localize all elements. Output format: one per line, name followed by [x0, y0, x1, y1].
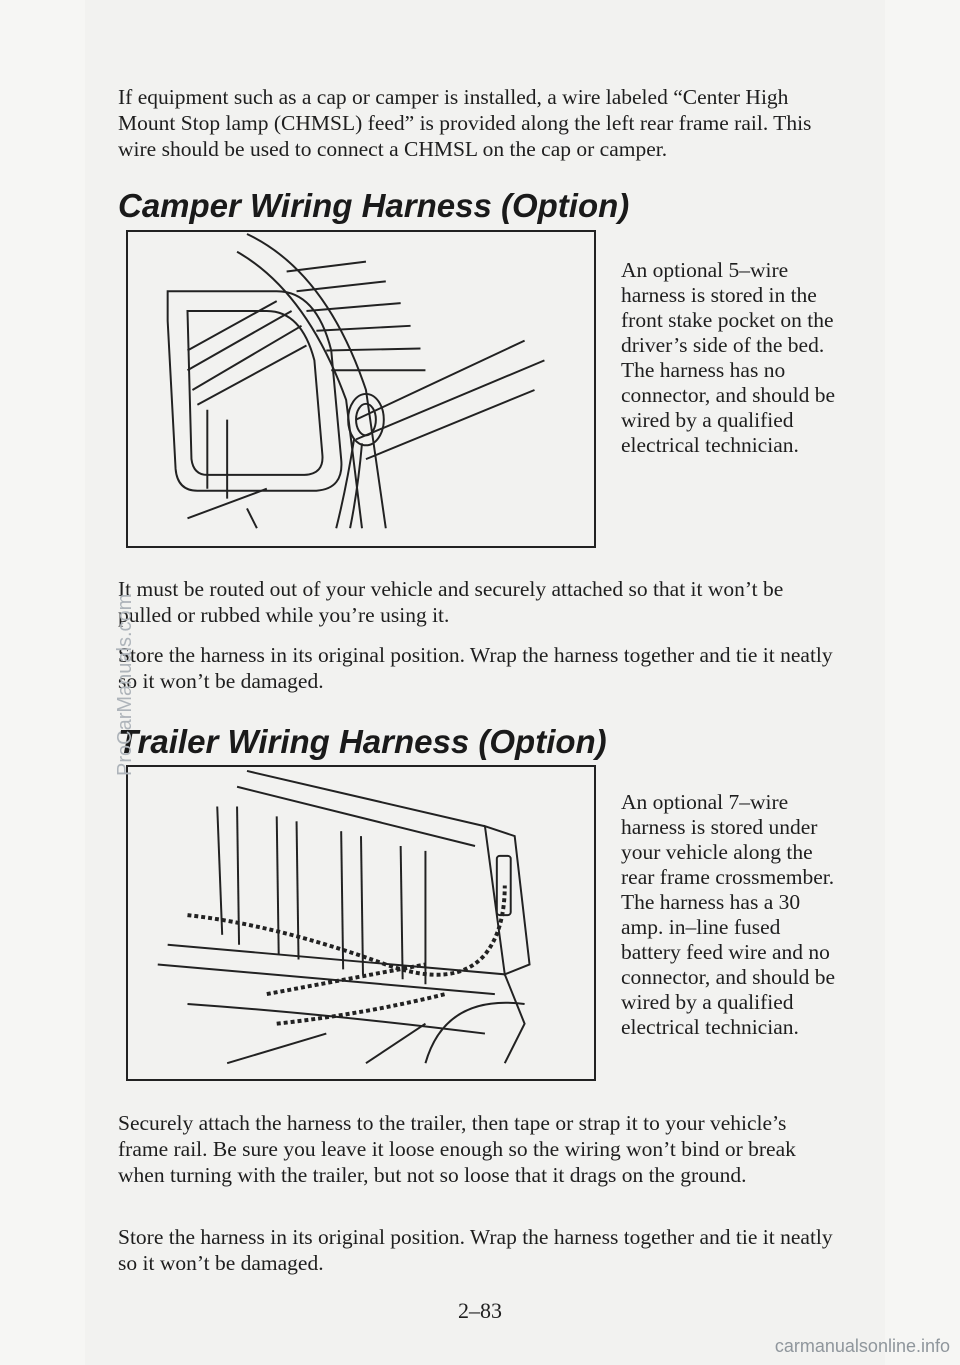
camper-paragraph-2: Store the harness in its original position. Wrap the harness together and tie it neatly so it won’t be damaged. [118, 643, 833, 693]
camper-heading: Camper Wiring Harness (Option) [118, 187, 630, 224]
page-number: 2–83 [458, 1298, 502, 1323]
intro-paragraph: If equipment such as a cap or camper is installed, a wire labeled “Center High Mount Stop lamp (CHMSL) feed” is provided along the left rear frame rail. This wire should be used to connect a CHMSL on the cap or camper. [118, 85, 812, 161]
camper-harness-illustration [126, 230, 596, 548]
trailer-heading: Trailer Wiring Harness (Option) [118, 723, 607, 760]
trailer-harness-illustration [126, 765, 596, 1081]
camper-side-text: An optional 5–wire harness is stored in the front stake pocket on the driver’s side of the bed. The harness has no connector, and should be wired by a qualified electrical technician. [621, 258, 836, 457]
camper-paragraph-1: It must be routed out of your vehicle and securely attached so that it won’t be pulled or rubbed while you’re using it. [118, 577, 784, 627]
trailer-paragraph-1: Securely attach the harness to the trailer, then tape or strap it to your vehicle’s frame rail. Be sure you leave it loose enough so the wiring won’t bind or break when turning with the trailer, but not so loose that it drags on the ground. [118, 1111, 796, 1187]
trailer-side-text: An optional 7–wire harness is stored under your vehicle along the rear frame crossmember. The harness has a 30 amp. in–line fused battery feed wire and no connector, and should be wired by a qualified electrical technician. [621, 790, 836, 1039]
watermark-left: ProCarManuals.com [114, 593, 136, 776]
watermark-bottom[interactable]: carmanualsonline.info [774, 1336, 950, 1356]
trailer-paragraph-2: Store the harness in its original position. Wrap the harness together and tie it neatly so it won’t be damaged. [118, 1225, 833, 1275]
